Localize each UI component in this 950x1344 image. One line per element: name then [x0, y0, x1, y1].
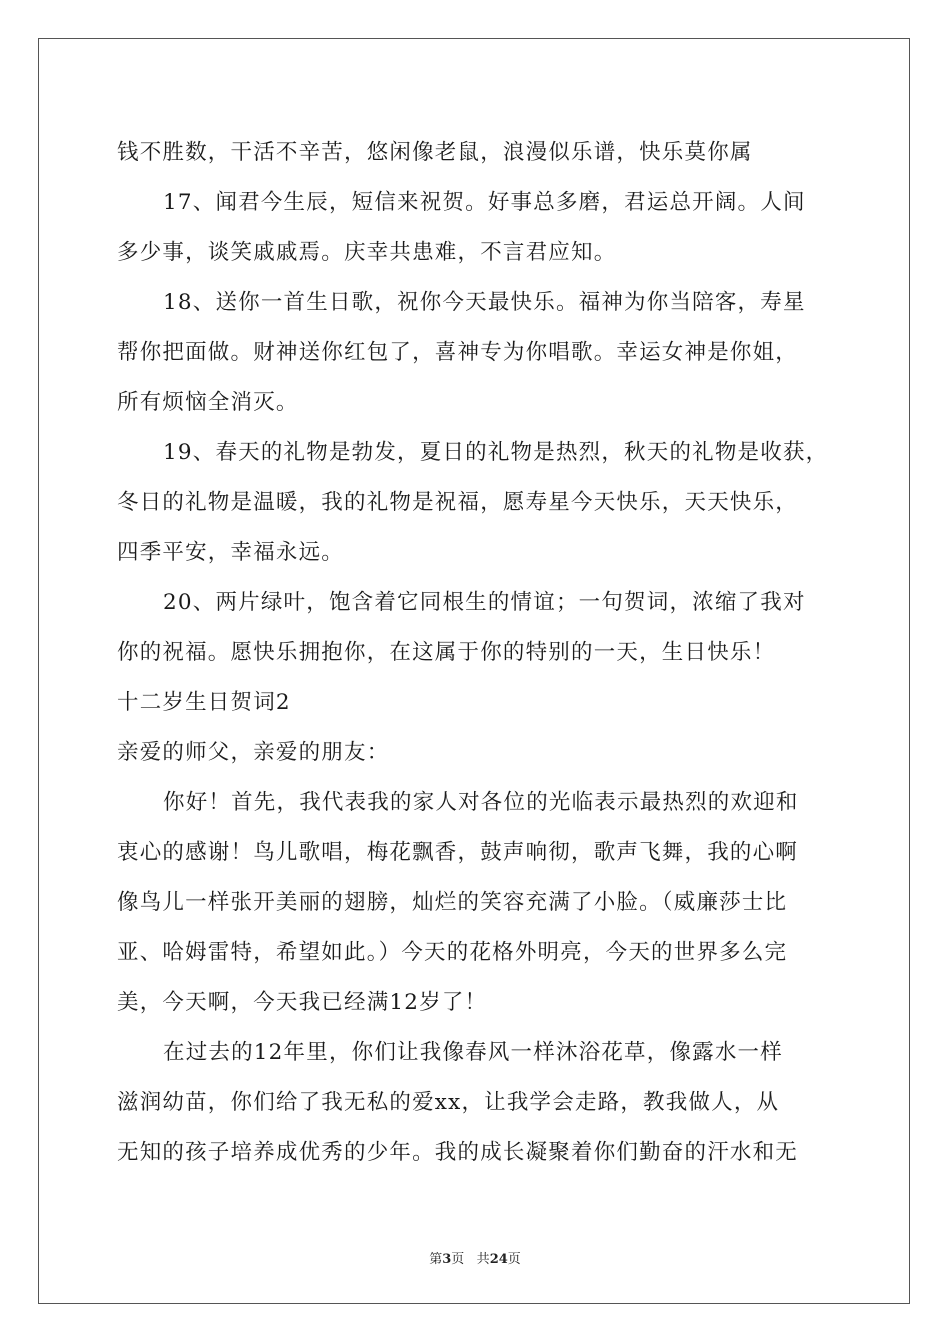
text-line: 像鸟儿一样张开美丽的翅膀，灿烂的笑容充满了小脸。（威廉莎士比 [117, 890, 788, 915]
text-line: 19、春天的礼物是勃发，夏日的礼物是热烈，秋天的礼物是收获， [163, 440, 829, 465]
text-line: 你的祝福。愿快乐拥抱你，在这属于你的特别的一天，生日快乐！ [117, 640, 776, 665]
text-line: 无知的孩子培养成优秀的少年。我的成长凝聚着你们勤奋的汗水和无 [117, 1140, 799, 1165]
text-line: 四季平安，幸福永远。 [117, 540, 345, 565]
footer-total-prefix: 共 [476, 1252, 490, 1267]
text-line: 20、两片绿叶，饱含着它同根生的情谊；一句贺词，浓缩了我对 [163, 590, 806, 615]
footer-total-suffix: 页 [507, 1252, 521, 1267]
text-line: 多少事，谈笑戚戚焉。庆幸共患难，不言君应知。 [117, 240, 617, 265]
text-line: 亚、哈姆雷特，希望如此。）今天的花格外明亮，今天的世界多么完 [117, 940, 788, 965]
text-line: 十二岁生日贺词2 [117, 690, 291, 715]
text-line: 18、送你一首生日歌，祝你今天最快乐。福神为你当陪客，寿星 [163, 290, 806, 315]
text-line: 你好！首先，我代表我的家人对各位的光临表示最热烈的欢迎和 [163, 790, 799, 815]
text-line: 17、闻君今生辰，短信来祝贺。好事总多磨，君运总开阔。人间 [163, 190, 806, 215]
total-pages-number: 24 [489, 1252, 508, 1267]
text-line: 亲爱的师父，亲爱的朋友： [117, 740, 390, 765]
document-body [117, 128, 837, 1178]
footer-prefix: 第 [429, 1252, 443, 1267]
text-line: 滋润幼苗，你们给了我无私的爱xx，让我学会走路，教我做人，从 [117, 1090, 780, 1115]
text-line: 衷心的感谢！鸟儿歌唱，梅花飘香，鼓声响彻，歌声飞舞，我的心啊 [117, 840, 799, 865]
text-line: 在过去的12年里，你们让我像春风一样沐浴花草，像露水一样 [163, 1040, 783, 1065]
text-line: 冬日的礼物是温暖，我的礼物是祝福，愿寿星今天快乐，天天快乐， [117, 490, 799, 515]
text-line: 所有烦恼全消灭。 [117, 390, 299, 415]
text-line: 美，今天啊，今天我已经满12岁了！ [117, 990, 488, 1015]
text-line: 帮你把面做。财神送你红包了，喜神专为你唱歌。幸运女神是你姐， [117, 340, 799, 365]
current-page-number: 3 [442, 1252, 452, 1267]
footer-page-suffix: 页 [451, 1252, 465, 1267]
text-line: 钱不胜数，干活不辛苦，悠闲像老鼠，浪漫似乐谱，快乐莫你属 [117, 140, 753, 165]
page-footer [0, 1248, 950, 1267]
